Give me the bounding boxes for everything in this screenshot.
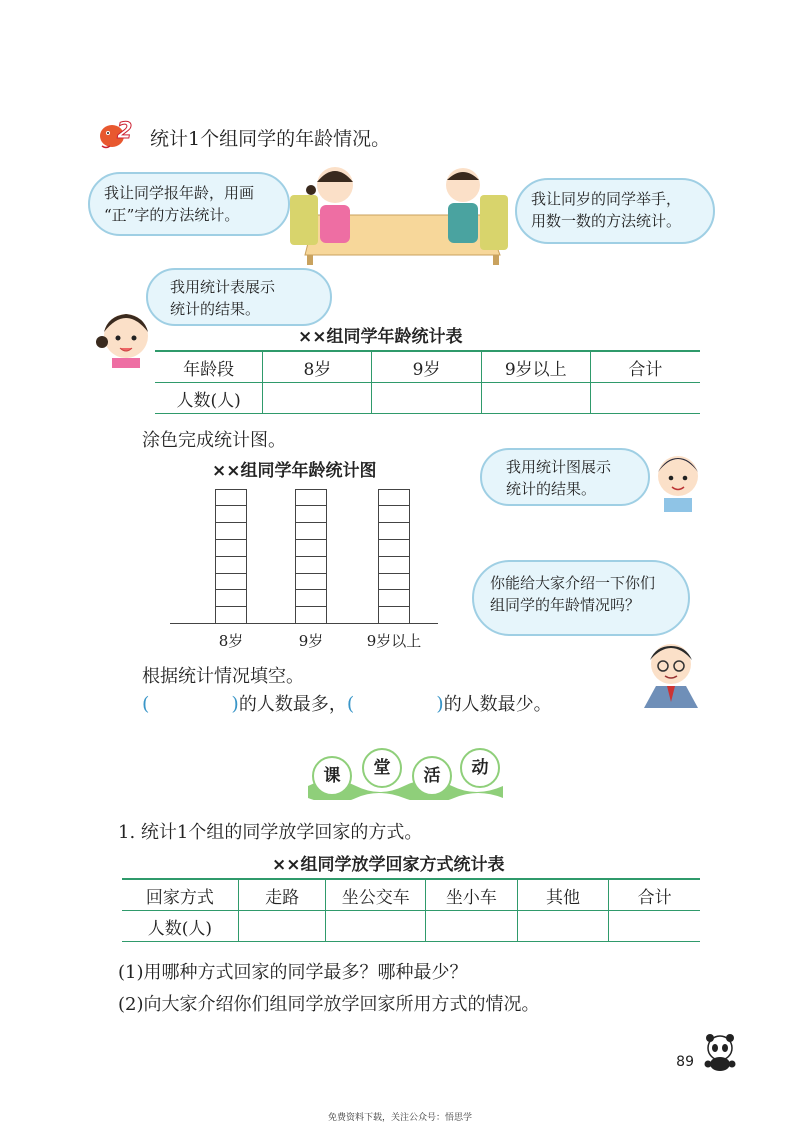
- bubble-text-line: 我用统计表展示: [170, 278, 276, 296]
- chart-grid-cell[interactable]: [296, 590, 326, 607]
- bubble-text-line: 我让同岁的同学举手，: [531, 190, 682, 208]
- speech-bubble-teacher: [472, 560, 690, 636]
- fill-in-text: 的人数最少。: [443, 694, 552, 715]
- age-statistics-table: [155, 350, 700, 414]
- bubble-text-line: 统计的结果。: [170, 300, 261, 318]
- bubble-text-line: 用数一数的方法统计。: [531, 212, 682, 230]
- table-row-label: 人数(人): [122, 911, 238, 942]
- bubble-text-line: 我让同学报年龄，用画: [104, 184, 255, 202]
- table-blank-cell[interactable]: [481, 383, 590, 414]
- table-header-cell: 年龄段: [155, 351, 263, 383]
- table-header-cell: 合计: [609, 879, 700, 911]
- speech-bubble-boy-chart: [480, 448, 650, 506]
- table-header-cell: 9岁以上: [481, 351, 590, 383]
- boy-avatar: [650, 446, 708, 512]
- chart-grid-cell[interactable]: [379, 590, 409, 607]
- paren-open: (: [346, 693, 355, 715]
- bubble-text-line: 你能给大家介绍一下你们: [490, 574, 656, 592]
- problem-statement: 统计1个组同学的年龄情况。: [150, 128, 391, 150]
- footer-note: 免费资料下载，关注公众号：悟思学: [327, 1113, 472, 1123]
- bubble-text-line: 组同学的年龄情况吗？: [490, 596, 641, 614]
- paren-close: ): [231, 693, 239, 715]
- chart-title: ××组同学年龄统计图: [212, 461, 377, 481]
- table-header-cell: 回家方式: [122, 879, 238, 911]
- table-blank-cell[interactable]: [426, 911, 518, 942]
- classroom-activity-banner: [308, 748, 503, 800]
- table-blank-cell[interactable]: [326, 911, 426, 942]
- bubble-text-line: 我用统计图展示: [506, 458, 612, 476]
- chart-column-grid[interactable]: [215, 489, 247, 624]
- table-blank-cell[interactable]: [517, 911, 609, 942]
- chart-grid-cell[interactable]: [296, 523, 326, 540]
- table-header-cell: 走路: [238, 879, 326, 911]
- panda-icon: [700, 1030, 740, 1072]
- chart-grid-cell[interactable]: [296, 490, 326, 507]
- chart-category-label: 9岁: [298, 632, 324, 650]
- chart-grid-cell[interactable]: [216, 490, 246, 507]
- chart-grid-cell[interactable]: [216, 607, 246, 624]
- chart-grid-cell[interactable]: [379, 607, 409, 624]
- kids-at-table-illustration: [285, 160, 515, 265]
- age-bar-chart: [170, 485, 440, 655]
- activity-item-1: 1. 统计1个组的同学放学回家的方式。: [118, 822, 423, 843]
- question-1: (1)用哪种方式回家的同学最多？哪种最少？: [118, 962, 468, 983]
- commute-statistics-table: [122, 878, 700, 942]
- chart-grid-cell[interactable]: [216, 557, 246, 574]
- age-table-title: ××组同学年龄统计表: [298, 327, 463, 347]
- chart-grid-cell[interactable]: [296, 557, 326, 574]
- chart-grid-cell[interactable]: [379, 523, 409, 540]
- fill-in-text: 的人数最多，: [238, 694, 347, 715]
- chart-category-label: 9岁以上: [366, 632, 422, 650]
- table-blank-cell[interactable]: [372, 383, 481, 414]
- speech-bubble-boy-hands: [515, 178, 715, 244]
- speech-bubble-girl-tally: [88, 172, 290, 236]
- coloring-instruction: 涂色完成统计图。: [142, 430, 286, 451]
- banner-character: 堂: [362, 748, 402, 788]
- table-header-row: [122, 879, 700, 911]
- problem-number: 2: [117, 119, 133, 144]
- chart-grid-cell[interactable]: [379, 557, 409, 574]
- table-blank-cell[interactable]: [609, 911, 700, 942]
- table-row: [122, 911, 700, 942]
- table-header-cell: 合计: [590, 351, 700, 383]
- table-header-cell: 其他: [517, 879, 609, 911]
- chart-grid-cell[interactable]: [296, 607, 326, 624]
- table-blank-cell[interactable]: [263, 383, 372, 414]
- paren-open: (: [142, 693, 150, 715]
- table-header-cell: 坐小车: [426, 879, 518, 911]
- banner-character: 活: [412, 756, 452, 796]
- commute-table-title: ××组同学放学回家方式统计表: [272, 855, 505, 875]
- chart-column-grid[interactable]: [378, 489, 410, 624]
- fill-in-sentence: [142, 690, 552, 716]
- chart-column-grid[interactable]: [295, 489, 327, 624]
- chart-grid-cell[interactable]: [216, 523, 246, 540]
- table-row-label: 人数(人): [155, 383, 263, 414]
- paren-close: ): [436, 693, 444, 715]
- chart-grid-cell[interactable]: [379, 506, 409, 523]
- teacher-avatar: [636, 636, 706, 708]
- chart-category-label: 8岁: [218, 632, 244, 650]
- banner-character: 课: [312, 756, 352, 796]
- table-blank-cell[interactable]: [590, 383, 700, 414]
- table-header-cell: 8岁: [263, 351, 372, 383]
- fill-in-instruction: 根据统计情况填空。: [142, 666, 304, 687]
- girl-avatar: [94, 302, 156, 368]
- chart-grid-cell[interactable]: [379, 540, 409, 557]
- page-number: 89: [676, 1054, 694, 1070]
- table-header-row: [155, 351, 700, 383]
- chart-grid-cell[interactable]: [216, 540, 246, 557]
- table-row: [155, 383, 700, 414]
- chart-grid-cell[interactable]: [216, 590, 246, 607]
- chart-grid-cell[interactable]: [379, 490, 409, 507]
- table-header-cell: 9岁: [372, 351, 481, 383]
- chart-grid-cell[interactable]: [216, 506, 246, 523]
- banner-character: 动: [460, 748, 500, 788]
- speech-bubble-girl-table: [146, 268, 332, 326]
- question-2: (2)向大家介绍你们组同学放学回家所用方式的情况。: [118, 994, 540, 1015]
- table-header-cell: 坐公交车: [326, 879, 426, 911]
- chart-grid-cell[interactable]: [296, 574, 326, 591]
- chart-grid-cell[interactable]: [296, 506, 326, 523]
- chart-grid-cell[interactable]: [296, 540, 326, 557]
- bubble-text-line: “正”字的方法统计。: [104, 206, 240, 224]
- chart-grid-cell[interactable]: [379, 574, 409, 591]
- chart-grid-cell[interactable]: [216, 574, 246, 591]
- bubble-text-line: 统计的结果。: [506, 480, 597, 498]
- table-blank-cell[interactable]: [238, 911, 326, 942]
